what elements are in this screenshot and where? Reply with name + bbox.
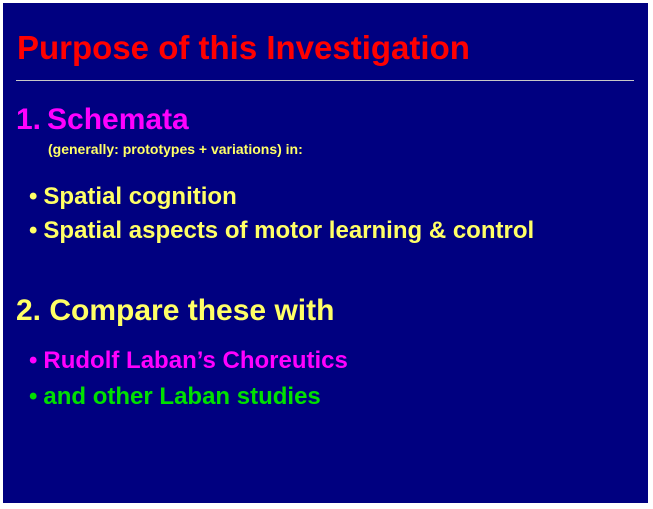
bullet-dot-icon: • xyxy=(29,217,38,244)
list-item xyxy=(29,217,534,245)
list-item xyxy=(29,383,321,411)
list-item-1-heading: Schemata xyxy=(47,103,189,136)
slide-title: Purpose of this Investigation xyxy=(17,29,470,66)
list-item-label: Spatial cognition xyxy=(43,183,237,210)
list-item-2-label: Compare these with xyxy=(49,294,335,327)
list-item-2-number: 2. xyxy=(16,294,42,327)
presentation-slide xyxy=(3,3,648,503)
list-item xyxy=(29,347,348,375)
bullet-dot-icon: • xyxy=(29,183,38,210)
list-item-1-number: 1. xyxy=(16,103,42,136)
list-item-label: Spatial aspects of motor learning & control xyxy=(43,217,535,244)
list-item-2-heading xyxy=(16,294,334,328)
bullet-dot-icon: • xyxy=(29,383,38,410)
title-divider xyxy=(16,80,634,81)
list-item-1-note: (generally: prototypes + variations) in: xyxy=(48,141,303,157)
bullet-dot-icon: • xyxy=(29,347,38,374)
list-item-label: Rudolf Laban’s Choreutics xyxy=(43,347,348,374)
list-item xyxy=(29,183,237,211)
list-item-label: and other Laban studies xyxy=(43,383,321,410)
